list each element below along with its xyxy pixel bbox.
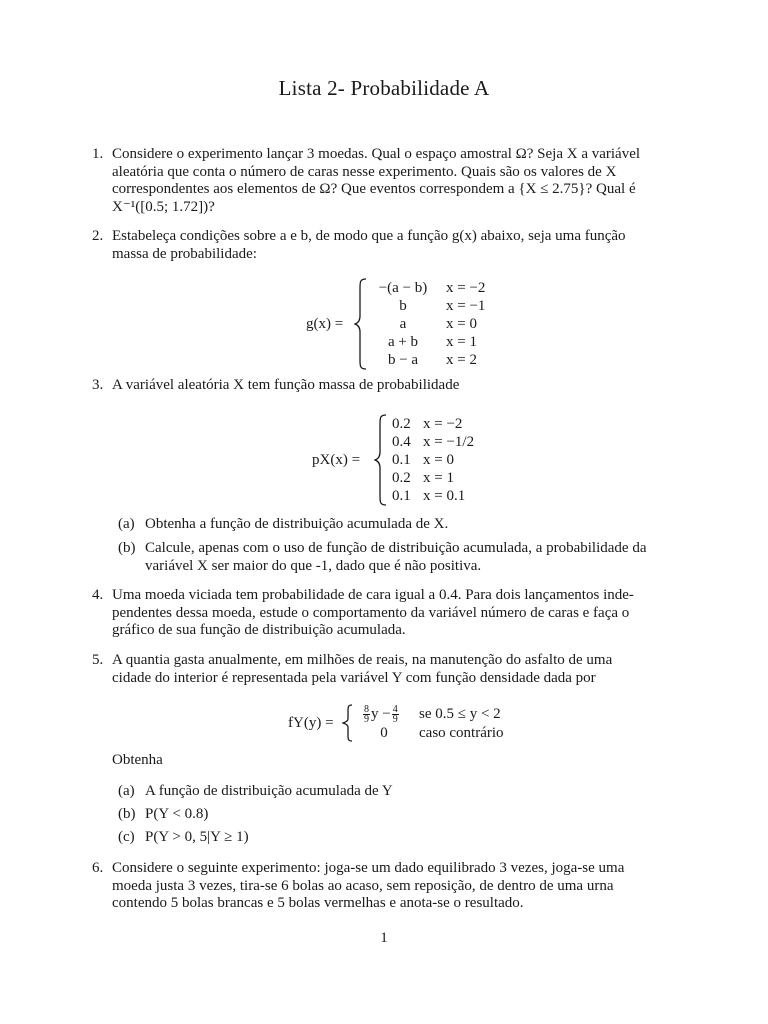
question-3b-line-2: variável X ser maior do que -1, dado que é não positiva. (145, 557, 482, 574)
question-1-line-3: correspondentes aos elementos de Ω? Que eventos correspondem a {X ≤ 2.75}? Qual é (112, 181, 636, 198)
pmf-px-cases: pX(x) = 0.2 x = −2 0.4 x = −1/2 0.1 x = 0 0.2 x = 1 0.1 x = 0.1 (312, 416, 475, 504)
question-3-line-1: A variável aleatória X tem função massa de probabilidade (112, 377, 460, 393)
subitem-label: (a) (118, 783, 135, 799)
question-4-line-2: pendentes dessa moeda, estude o comportamento da variável número de caras e faça o (112, 604, 630, 621)
question-number: 4. (92, 587, 104, 603)
question-5c (118, 829, 697, 847)
question-1 (92, 146, 697, 216)
pmf-px-lhs: pX(x) = (312, 452, 361, 468)
fraction: $\frac{4}{9}$ (392, 704, 398, 726)
question-4 (92, 587, 697, 640)
question-3b (118, 540, 697, 575)
question-5 (92, 652, 697, 687)
left-brace-icon (374, 414, 388, 506)
subitem-label: (c) (118, 829, 135, 845)
question-1-line-4: X⁻¹([0.5; 1.72])? (112, 198, 215, 215)
subitem-label: (b) (118, 806, 136, 822)
question-3a (118, 516, 697, 534)
question-number: 3. (92, 377, 104, 393)
pmf-g-cases: g(x) = −(a − b) x = −2 b x = −1 a x = 0 a + b x = 1 b − a x = 2 (306, 280, 486, 368)
question-number: 2. (92, 228, 104, 244)
subitem-label: (a) (118, 516, 135, 532)
question-6 (92, 860, 697, 913)
question-5c-text: P(Y > 0, 5|Y ≥ 1) (145, 829, 249, 845)
pmf-g-lhs: g(x) = (306, 316, 344, 332)
obtenha-label: Obtenha (112, 752, 163, 768)
question-1-line-1: Considere o experimento lançar 3 moedas. Qual o espaço amostral Ω? Seja X a variável (112, 146, 641, 162)
density-f-lhs: fY(y) = (288, 715, 334, 731)
question-4-line-1: Uma moeda viciada tem probabilidade de cara igual a 0.4. Para dois lançamentos inde- (112, 587, 634, 603)
question-2 (92, 228, 697, 263)
question-5b-text: P(Y < 0.8) (145, 806, 209, 822)
question-3b-line-1: Calcule, apenas com o uso de função de distribuição acumulada, a probabilidade da (145, 540, 647, 556)
question-3a-text: Obtenha a função de distribuição acumulada de X. (145, 516, 449, 532)
question-6-line-1: Considere o seguinte experimento: joga-se um dado equilibrado 3 vezes, joga-se uma (112, 860, 625, 876)
left-brace-icon (354, 278, 368, 370)
question-1-line-2: aleatória que conta o número de caras nesse experimento. Quais são os valores de X (112, 163, 617, 180)
question-5-line-1: A quantia gasta anualmente, em milhões de reais, na manutenção do asfalto de uma (112, 652, 613, 668)
question-number: 1. (92, 146, 104, 162)
question-6-line-3: contendo 5 bolas brancas e 5 bolas vermelhas e anota-se o resultado. (112, 895, 524, 912)
question-5a-text: A função de distribuição acumulada de Y (145, 783, 393, 799)
question-number: 5. (92, 652, 104, 668)
question-6-line-2: moeda justa 3 vezes, tira-se 6 bolas ao acaso, sem reposição, de dentro de uma urna (112, 877, 614, 894)
question-5a (118, 783, 697, 801)
left-brace-icon (342, 704, 354, 742)
question-number: 6. (92, 860, 104, 876)
page-title: Lista 2- Probabilidade A (278, 76, 490, 100)
question-4-line-3: gráfico de sua função de distribuição acumulada. (112, 622, 406, 639)
density-f-cases: fY(y) = $\frac{8}{9}$ y − $\frac{4}{9}$ se 0.5 ≤ y < 2 0 caso contrário (288, 704, 504, 741)
fraction: $\frac{8}{9}$ (364, 704, 369, 726)
subitem-label: (b) (118, 540, 136, 556)
question-5-line-2: cidade do interior é representada pela variável Y com função densidade dada por (112, 669, 596, 686)
question-2-line-2: massa de probabilidade: (112, 245, 257, 262)
page-number: 1 (380, 930, 388, 946)
question-5b (118, 806, 697, 824)
question-3 (92, 377, 697, 395)
question-2-line-1: Estabeleça condições sobre a e b, de modo que a função g(x) abaixo, seja uma função (112, 228, 626, 244)
